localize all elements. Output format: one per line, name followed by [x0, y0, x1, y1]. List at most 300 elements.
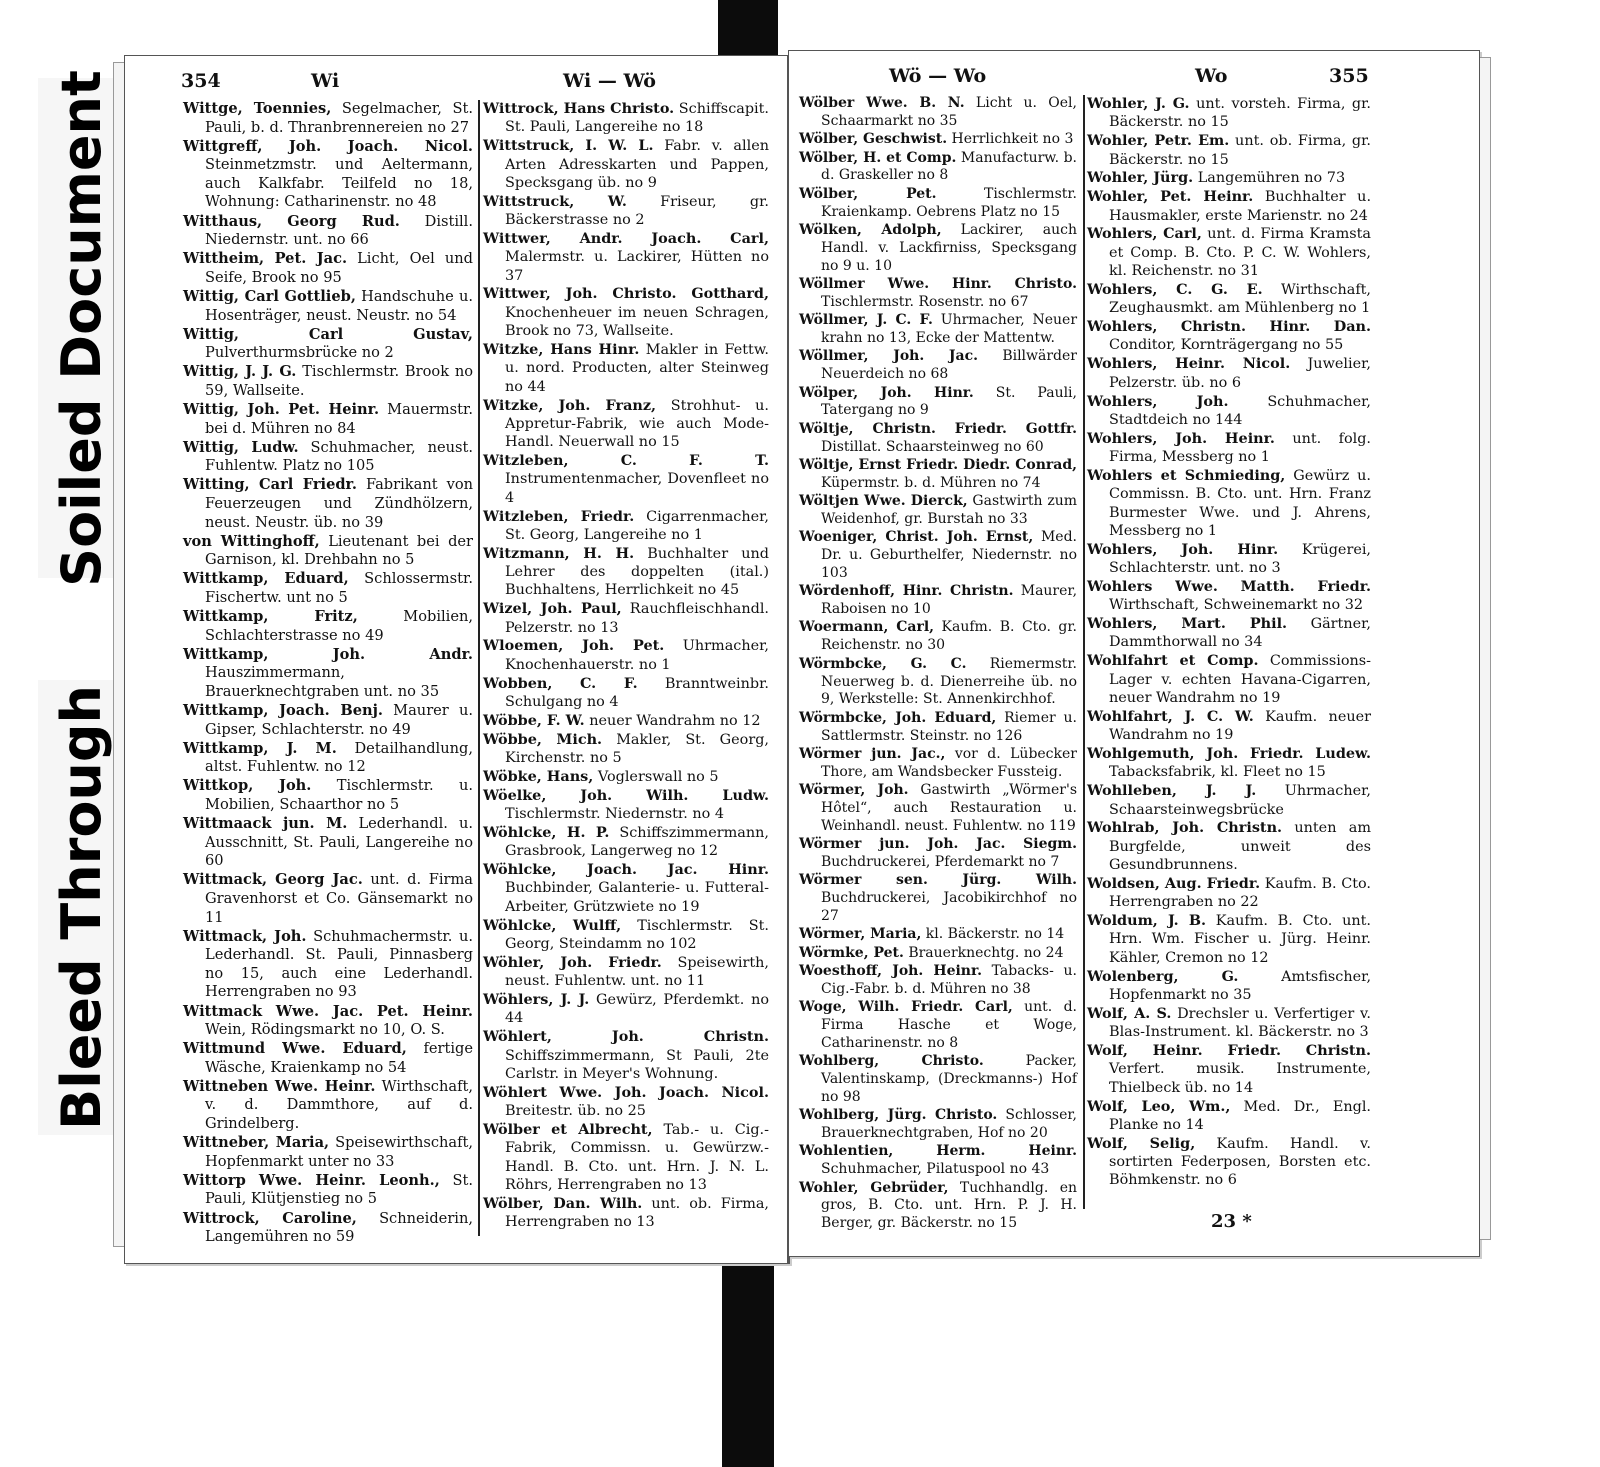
entry-details: St. Pauli, Klütjenstieg no 5	[205, 1171, 473, 1208]
entry-name: Wittneben Wwe. Heinr.	[183, 1077, 376, 1095]
entry-name: Wittmaack jun. M.	[183, 815, 348, 833]
entry-details: Buchhalter u. Hausmakler, erste Marienstr. no 24	[1109, 189, 1372, 224]
entry-details: Verfert. musik. Instrumente, Thielbeck üb. no 14	[1109, 1061, 1371, 1096]
entry-details: Mobilien, Schlachterstrasse no 49	[205, 608, 473, 644]
entry-name: Wohler, Gebrüder,	[799, 1179, 949, 1196]
entry-details: Lieutenant bei der Garnison, kl. Drehbahn no 5	[205, 532, 474, 569]
entry-name: Wohlberg, Jürg. Christo.	[799, 1107, 998, 1124]
entry-details: Schiffscapit. St. Pauli, Langereihe no 18	[505, 101, 770, 136]
entry-name: Wöhlert Wwe. Joh. Joach. Nicol.	[483, 1083, 769, 1101]
directory-entry	[1087, 393, 1371, 430]
directory-entry	[799, 457, 1077, 493]
entry-details: Licht, Oel und Seife, Brook no 95	[205, 250, 473, 286]
entry-name: Wohlfahrt et Comp.	[1087, 652, 1259, 670]
entry-details: Riemer u. Sattlermstr. Steinstr. no 126	[821, 709, 1078, 744]
entry-details: Wirthschaft, v. d. Dammthore, auf d. Grindelberg.	[205, 1077, 473, 1133]
directory-entry	[483, 712, 769, 730]
directory-entry	[483, 230, 769, 285]
entry-name: Wittheim, Pet. Jac.	[183, 250, 348, 268]
directory-entry	[1087, 1135, 1371, 1190]
entry-details: unt. folg. Firma, Messberg no 1	[1109, 430, 1371, 466]
entry-name: Wöhlcke, H. P.	[483, 823, 610, 841]
entry-details: Schlossermstr. Fischertw. unt no 5	[205, 570, 473, 606]
directory-entry	[483, 675, 769, 712]
directory-entry	[1087, 1042, 1371, 1097]
directory-entry	[183, 533, 473, 570]
directory-entry	[1087, 912, 1371, 967]
directory-entry	[799, 385, 1077, 421]
entry-name: Wörmer sen. Jürg. Wilh.	[799, 872, 1077, 889]
entry-details: St. Pauli, Tatergang no 9	[821, 384, 1077, 419]
entry-details: Wirthschaft, Zeughausmkt. am Mühlenberg no 1	[1109, 281, 1371, 317]
entry-name: Wittwer, Joh. Christo. Gotthard,	[483, 285, 769, 303]
entry-details: Schlosser, Brauerknechtgraben, Hof no 20	[821, 1107, 1078, 1142]
directory-entry	[1087, 1098, 1371, 1135]
entry-name: Wohlers, Mart. Phil.	[1087, 615, 1288, 633]
directory-entry	[799, 131, 1077, 149]
directory-column	[1087, 95, 1371, 1190]
directory-entry	[183, 871, 473, 927]
directory-entry	[483, 1028, 769, 1083]
entry-name: Wohlberg, Christo.	[799, 1053, 984, 1070]
entry-details: Kaufm. B. Cto. unt. Hrn. Wm. Fischer u. Jürg. Heinr. Kähler, Cremon no 12	[1109, 913, 1371, 966]
entry-name: Woesthoff, Joh. Heinr.	[799, 963, 982, 979]
directory-entry	[799, 312, 1077, 348]
directory-entry	[183, 213, 473, 250]
entry-details: Küpermstr. b. d. Mühren no 74	[821, 474, 1041, 491]
entry-name: Wohler, Petr. Em.	[1087, 132, 1230, 150]
entry-details: fertige Wäsche, Kraienkamp no 54	[205, 1040, 473, 1076]
entry-details: Wein, Rödingsmarkt no 10, O. S.	[205, 1021, 445, 1039]
directory-entry	[1087, 188, 1371, 225]
entry-name: Wittmack Wwe. Jac. Pet. Heinr.	[183, 1002, 473, 1020]
entry-details: Kaufm. B. Cto. Herrengraben no 22	[1109, 875, 1371, 911]
entry-details: Rauchfleischhandl. Pelzerstr. no 13	[505, 601, 769, 636]
entry-details: Distillat. Schaarsteinweg no 60	[821, 438, 1044, 455]
entry-name: Wohler, Pet. Heinr.	[1087, 188, 1254, 206]
directory-entry	[183, 401, 473, 438]
directory-entry	[1087, 430, 1371, 467]
entry-name: Witzmann, H. H.	[483, 544, 635, 562]
directory-entry	[799, 926, 1077, 944]
entry-details: Brauerknechtg. no 24	[908, 944, 1064, 961]
entry-name: Wohler, J. G.	[1087, 95, 1190, 112]
entry-name: Wöhlcke, Wulff,	[483, 916, 622, 934]
entry-name: Wöbke, Hans,	[483, 767, 594, 785]
entry-name: Wohlers, Heinr. Nicol.	[1087, 355, 1291, 373]
directory-entry	[183, 1078, 473, 1134]
entry-name: Wöhler, Joh. Friedr.	[483, 953, 662, 971]
entry-name: Witthaus, Georg Rud.	[183, 212, 400, 230]
directory-entry	[183, 1003, 473, 1040]
directory-entry	[799, 1143, 1077, 1179]
directory-entry	[799, 619, 1077, 655]
entry-details: Cigarrenmacher, St. Georg, Langereihe no 1	[505, 508, 769, 543]
entry-details: unt. d. Firma Gravenhorst et Co. Gänsemarkt no 11	[205, 871, 474, 926]
directory-entry	[183, 702, 473, 739]
entry-details: Fabrikant von Feuerzeugen und Zündhölzern, neust. Neustr. üb. no 39	[205, 476, 473, 531]
directory-entry	[183, 740, 473, 777]
entry-details: Schneiderin, Langemühren no 59	[205, 1209, 473, 1246]
entry-details: Instrumentenmacher, Dovenfleet no 4	[505, 471, 769, 506]
directory-entry	[1087, 782, 1371, 819]
entry-name: Wöltje, Christn. Friedr. Gottfr.	[799, 420, 1077, 437]
directory-entry	[483, 954, 769, 991]
entry-details: Conditor, Kornträgergang no 55	[1109, 337, 1344, 354]
entry-name: Wöhlers, J. J.	[483, 991, 590, 1008]
entry-name: Wittkamp, Joh. Andr.	[183, 645, 473, 663]
entry-name: Wöhlert, Joh. Christn.	[483, 1028, 769, 1046]
entry-name: Wölken, Adolph,	[799, 221, 942, 238]
column-rule	[478, 100, 480, 1236]
directory-entry	[483, 917, 769, 954]
entry-details: Malermstr. u. Lackirer, Hütten no 37	[505, 249, 769, 284]
entry-name: Wittgreff, Joh. Joach. Nicol.	[183, 137, 473, 155]
entry-details: Tab.- u. Cig.-Fabrik, Commissn. u. Gewürzw.-Handl. B. Cto. unt. Hrn. J. N. L. Röhrs, Herrengraben no 13	[505, 1121, 769, 1193]
entry-name: Wölber, Geschwist.	[799, 131, 948, 148]
entry-name: Wohlfahrt, J. C. W.	[1087, 707, 1254, 725]
entry-name: Wobben, C. F.	[483, 674, 638, 692]
directory-entry	[483, 861, 769, 916]
entry-details: Steinmetzmstr. und Aeltermann, auch Kalkfabr. Teilfeld no 18, Wohnung: Catharinenstr. no 48	[205, 156, 473, 211]
directory-entry	[1087, 652, 1371, 707]
directory-entry	[1087, 169, 1371, 187]
entry-details: Tischlermstr. u. Mobilien, Schaarthor no 5	[205, 777, 474, 813]
right-page	[788, 50, 1480, 1257]
entry-name: Woldsen, Aug. Friedr.	[1087, 874, 1261, 892]
entry-details: Buchbinder, Galanterie- u. Futteral-Arbeiter, Grützwiete no 19	[505, 880, 769, 915]
bleed-through-label: Bleed Through	[38, 680, 124, 1135]
directory-entry	[1087, 819, 1371, 874]
entry-details: Tabacks- u. Cig.-Fabr. b. d. Mühren no 38	[821, 963, 1077, 997]
directory-entry	[799, 1180, 1077, 1234]
entry-details: Breitestr. üb. no 25	[505, 1103, 646, 1120]
directory-entry	[483, 824, 769, 861]
entry-details: Lackirer, auch Handl. v. Lackfirniss, Specksgang no 9 u. 10	[821, 221, 1077, 274]
entry-name: Wölber, Dan. Wilh.	[483, 1194, 643, 1212]
entry-name: Wohlrab, Joh. Christn.	[1087, 819, 1283, 837]
entry-details: Tuchhandlg. en gros, B. Cto. unt. Hrn. P. J. H. Berger, gr. Bäckerstr. no 15	[821, 1179, 1077, 1232]
directory-entry	[183, 646, 473, 702]
entry-details: Schiffszimmermann, St Pauli, 2te Carlstr. in Meyer's Wohnung.	[505, 1047, 769, 1082]
directory-entry	[799, 186, 1077, 222]
entry-name: Wölber Wwe. B. N.	[799, 95, 965, 111]
entry-name: Wittkamp, Eduard,	[183, 570, 349, 588]
entry-name: Wöllmer, J. C. F.	[799, 312, 933, 329]
entry-details: Makler in Fettw. u. nord. Producten, alter Steinweg no 44	[505, 341, 770, 395]
entry-name: Wöhlcke, Joach. Jac. Hinr.	[483, 861, 769, 879]
page-number: 354	[181, 70, 221, 92]
entry-name: Wittig, Carl Gustav,	[183, 325, 473, 343]
entry-details: kl. Bäckerstr. no 14	[925, 926, 1065, 943]
directory-entry	[183, 777, 473, 814]
entry-name: Witzleben, Friedr.	[483, 507, 635, 525]
directory-entry	[799, 95, 1077, 131]
entry-name: Wittig, Carl Gottlieb,	[183, 287, 356, 305]
directory-entry	[483, 637, 769, 674]
directory-entry	[1087, 708, 1371, 745]
entry-details: Tischlermstr. St. Georg, Steindamm no 102	[505, 917, 769, 952]
running-head-left: Wi	[311, 70, 340, 92]
directory-entry	[1087, 318, 1371, 355]
directory-entry	[799, 1053, 1077, 1107]
directory-entry	[183, 928, 473, 1002]
entry-details: Fabr. v. allen Arten Adresskarten und Pappen, Specksgang üb. no 9	[505, 138, 769, 191]
directory-entry	[1087, 225, 1371, 280]
entry-name: Wittmack, Georg Jac.	[183, 871, 363, 889]
entry-details: Makler, St. Georg, Kirchenstr. no 5	[505, 731, 769, 767]
running-head-right: Wo	[1195, 65, 1228, 87]
entry-details: Buchhalter und Lehrer des doppelten (ital.) Buchhaltens, Herrlichkeit no 45	[505, 545, 769, 599]
entry-details: Amtsfischer, Hopfenmarkt no 35	[1109, 968, 1372, 1003]
entry-details: Detailhandlung, altst. Fuhlentw. no 12	[205, 739, 474, 776]
entry-details: Kaufm. neuer Wandrahm no 19	[1109, 708, 1372, 744]
page-number: 355	[1329, 65, 1369, 87]
entry-name: Wittmack, Joh.	[183, 927, 307, 945]
column-rule	[1083, 95, 1085, 1209]
entry-name: Woeniger, Christ. Joh. Ernst,	[799, 529, 1034, 546]
directory-entry	[1087, 355, 1371, 392]
entry-name: Wöbbe, F. W.	[483, 711, 585, 729]
directory-entry	[183, 476, 473, 532]
entry-details: Med. Dr. u. Geburthelfer, Niedernstr. no 103	[821, 529, 1077, 581]
entry-details: Gastwirth „Wörmer's Hôtel“, auch Restauration u. Weinhandl. neust. Fuhlentw. no 119	[821, 782, 1077, 834]
entry-details: Friseur, gr. Bäckerstrasse no 2	[505, 193, 769, 229]
entry-details: Maurer u. Gipser, Schlachterstr. no 49	[205, 702, 474, 738]
entry-name: Wittge, Toennies,	[183, 100, 332, 117]
signature-mark: 23 *	[1211, 1211, 1252, 1232]
entry-details: unt. ob. Firma, gr. Bäckerstr. no 15	[1109, 133, 1371, 168]
entry-details: Schuhmachermstr. u. Lederhandl. St. Pauli, Pinnasberg no 15, auch eine Lederhandl. Herrengraben no 93	[205, 927, 474, 1001]
entry-details: Tischlermstr. Brook no 59, Wallseite.	[205, 363, 473, 399]
entry-name: Wölber, Pet.	[799, 185, 937, 202]
directory-entry	[1087, 745, 1371, 782]
entry-details: Langemühren no 73	[1197, 170, 1346, 187]
entry-name: Wörmer jun. Joh. Jac. Siegm.	[799, 836, 1077, 853]
entry-name: Wohlers, Carl,	[1087, 225, 1202, 243]
entry-name: Wörmbcke, Joh. Eduard,	[799, 709, 997, 726]
entry-details: Maurer, Raboisen no 10	[821, 583, 1078, 618]
entry-details: Juwelier, Pelzerstr. üb. no 6	[1109, 356, 1371, 391]
entry-name: Wolf, A. S.	[1087, 1004, 1172, 1022]
directory-entry	[799, 1107, 1077, 1143]
entry-details: Gewürz u. Commissn. B. Cto. unt. Hrn. Franz Burmester Wwe. und J. Ahrens, Messberg no 1	[1109, 467, 1371, 539]
entry-name: Wittrock, Caroline,	[183, 1209, 357, 1227]
entry-details: Strohhut- u. Appretur-Fabrik, wie auch Mode-Handl. Neuerwall no 15	[505, 397, 770, 451]
entry-details: Distill. Niedernstr. unt. no 66	[205, 212, 473, 249]
entry-details: Uhrmacher, Schaarsteinwegsbrücke	[1109, 783, 1371, 818]
entry-details: Uhrmacher, Neuer krahn no 13, Ecke der Mattentw.	[821, 312, 1078, 346]
entry-name: Wolf, Selig,	[1087, 1134, 1196, 1152]
directory-entry	[183, 100, 473, 137]
entry-details: Hauszimmermann, Brauerknechtgraben unt. no 35	[205, 664, 440, 700]
running-head-left: Wö — Wo	[889, 65, 987, 87]
entry-details: unt. d. Firma Hasche et Woge, Catharinenstr. no 8	[821, 999, 1077, 1051]
directory-entry	[183, 250, 473, 287]
directory-column	[799, 95, 1077, 1234]
directory-entry	[1087, 467, 1371, 540]
entry-name: Wittorp Wwe. Heinr. Leonh.,	[183, 1171, 440, 1189]
book-spine-top	[718, 0, 778, 62]
entry-name: Wörmke, Pet.	[799, 944, 904, 961]
entry-name: Wittkop, Joh.	[183, 777, 312, 795]
entry-details: Buchdruckerei, Jacobikirchhof no 27	[821, 890, 1077, 924]
entry-details: Kaufm. B. Cto. gr. Reichenstr. no 30	[821, 619, 1077, 654]
entry-details: Riemermstr. Neuerweg b. d. Dienerreihe üb. no 9, Werkstelle: St. Annenkirchhof.	[821, 655, 1077, 708]
directory-entry	[799, 583, 1077, 619]
entry-name: von Wittinghoff,	[183, 532, 320, 550]
entry-name: Wolenberg, G.	[1087, 967, 1239, 985]
directory-entry	[483, 285, 769, 340]
entry-details: Commissions-Lager v. echten Havana-Cigarren, neuer Wandrahm no 19	[1109, 653, 1371, 706]
entry-name: Wohlleben, J. J.	[1087, 782, 1257, 800]
entry-details: Tischlermstr. Kraienkamp. Oebrens Platz no 15	[821, 185, 1077, 220]
entry-details: Gärtner, Dammthorwall no 34	[1109, 616, 1371, 651]
entry-name: Wloemen, Joh. Pet.	[483, 637, 665, 655]
directory-entry	[799, 872, 1077, 926]
directory-entry	[799, 656, 1077, 710]
directory-entry	[183, 815, 473, 871]
entry-details: Lederhandl. u. Ausschnitt, St. Pauli, Langereihe no 60	[205, 815, 473, 870]
entry-name: Wittstruck, W.	[483, 192, 627, 210]
directory-entry	[799, 836, 1077, 872]
entry-name: Wohlers et Schmieding,	[1087, 466, 1286, 484]
entry-details: Packer, Valentinskamp, (Dreckmanns-) Hof no 98	[821, 1053, 1078, 1105]
entry-name: Wittig, Joh. Pet. Heinr.	[183, 401, 380, 418]
entry-details: Handschuhe u. Hosenträger, neust. Neustr. no 54	[205, 287, 474, 324]
entry-details: vor d. Lübecker Thore, am Wandsbecker Fussteig.	[821, 745, 1077, 780]
directory-entry	[1087, 615, 1371, 652]
entry-details: unten am Burgfelde, unweit des Gesundbrunnens.	[1109, 820, 1371, 874]
entry-name: Wörmer, Maria,	[799, 926, 922, 943]
entry-details: Drechsler u. Verfertiger v. Blas-Instrument. kl. Bäckerstr. no 3	[1109, 1005, 1371, 1041]
entry-details: Uhrmacher, Knochenhauerstr. no 1	[505, 638, 769, 673]
directory-entry	[799, 782, 1077, 836]
entry-name: Wittstruck, I. W. L.	[483, 137, 654, 155]
soiled-document-label: Soiled Document	[38, 78, 124, 578]
entry-details: Tabacksfabrik, kl. Fleet no 15	[1109, 764, 1326, 781]
entry-details: Schuhmacher, Pilatuspool no 43	[821, 1161, 1050, 1178]
directory-entry	[183, 439, 473, 476]
directory-entry	[183, 608, 473, 645]
directory-entry	[483, 100, 769, 137]
entry-name: Wörmer, Joh.	[799, 782, 909, 799]
entry-details: Knochenheuer im neuen Schragen, Brook no 73, Wallseite.	[505, 304, 769, 340]
entry-name: Wittwer, Andr. Joach. Carl,	[483, 229, 769, 247]
directory-entry	[483, 508, 769, 545]
entry-name: Wörmbcke, G. C.	[799, 655, 967, 672]
directory-entry	[799, 276, 1077, 312]
entry-name: Wohler, Jürg.	[1087, 169, 1194, 187]
entry-name: Wittrock, Hans Christo.	[483, 100, 675, 117]
directory-entry	[799, 348, 1077, 384]
entry-details: Voglerswall no 5	[597, 768, 719, 785]
entry-name: Witzke, Joh. Franz,	[483, 396, 657, 414]
entry-name: Wohlers, Christn. Hinr. Dan.	[1087, 318, 1371, 336]
directory-entry	[1087, 968, 1371, 1005]
entry-details: Pulverthurmsbrücke no 2	[205, 344, 394, 362]
entry-details: Med. Dr., Engl. Planke no 14	[1109, 1098, 1371, 1133]
directory-entry	[1087, 1005, 1371, 1042]
book-spine-bottom	[722, 1244, 774, 1467]
directory-entry	[799, 529, 1077, 583]
directory-entry	[799, 493, 1077, 529]
directory-entry	[183, 1210, 473, 1247]
entry-name: Wohlers, Joh.	[1087, 392, 1229, 410]
running-head-right: Wi — Wö	[563, 70, 656, 92]
entry-name: Wöltjen Wwe. Dierck,	[799, 493, 968, 510]
entry-details: Schiffszimmermann, Grasbrook, Langerweg no 12	[505, 824, 769, 860]
entry-name: Wölper, Joh. Hinr.	[799, 384, 974, 401]
directory-entry	[483, 1195, 769, 1232]
directory-column	[483, 100, 769, 1232]
entry-name: Wittkamp, J. M.	[183, 739, 337, 757]
entry-details: Segelmacher, St. Pauli, b. d. Thranbrennereien no 27	[205, 100, 473, 136]
directory-entry	[183, 363, 473, 400]
directory-entry	[183, 288, 473, 325]
entry-name: Wolf, Heinr. Friedr. Christn.	[1087, 1042, 1371, 1060]
directory-entry	[483, 1121, 769, 1194]
directory-entry	[483, 193, 769, 230]
entry-name: Wittig, J. J. G.	[183, 363, 297, 381]
directory-entry	[483, 545, 769, 600]
entry-name: Witzke, Hans Hinr.	[483, 340, 640, 358]
directory-entry	[183, 570, 473, 607]
entry-name: Wölber, H. et Comp.	[799, 149, 957, 166]
entry-details: Herrlichkeit no 3	[951, 131, 1074, 148]
directory-entry	[799, 945, 1077, 963]
entry-name: Witzleben, C. F. T.	[483, 452, 769, 470]
entry-name: Wöltje, Ernst Friedr. Diedr. Conrad,	[799, 456, 1077, 473]
entry-details: Mauermstr. bei d. Mühren no 84	[205, 401, 474, 437]
directory-entry	[483, 341, 769, 396]
entry-name: Woldum, J. B.	[1087, 912, 1207, 930]
directory-entry	[183, 326, 473, 363]
entry-name: Wölber et Albrecht,	[483, 1120, 653, 1138]
entry-details: Speisewirthschaft, Hopfenmarkt unter no 33	[205, 1134, 474, 1170]
directory-entry	[799, 421, 1077, 457]
directory-entry	[799, 222, 1077, 276]
directory-entry	[183, 138, 473, 212]
entry-name: Wittkamp, Joach. Benj.	[183, 702, 383, 719]
entry-name: Wittneber, Maria,	[183, 1134, 330, 1152]
entry-name: Wohlgemuth, Joh. Friedr. Ludew.	[1087, 745, 1371, 763]
entry-name: Wohlers Wwe. Matth. Friedr.	[1087, 577, 1371, 595]
directory-entry	[483, 787, 769, 824]
left-page	[124, 55, 790, 1264]
entry-name: Wittmund Wwe. Eduard,	[183, 1040, 407, 1058]
directory-entry	[1087, 541, 1371, 578]
entry-details: Tischlermstr. Rosenstr. no 67	[821, 293, 1029, 310]
entry-name: Wolf, Leo, Wm.,	[1087, 1097, 1231, 1115]
directory-entry	[1087, 578, 1371, 615]
entry-name: Wittkamp, Fritz,	[183, 608, 358, 626]
directory-entry	[799, 150, 1077, 186]
directory-entry	[183, 1172, 473, 1209]
directory-entry	[483, 731, 769, 768]
entry-name: Wöllmer Wwe. Hinr. Christo.	[799, 275, 1077, 292]
entry-name: Wittig, Ludw.	[183, 438, 299, 456]
directory-entry	[1087, 95, 1371, 132]
directory-entry	[183, 1134, 473, 1171]
directory-entry	[483, 991, 769, 1028]
entry-details: Manufacturw. b. d. Graskeller no 8	[821, 149, 1077, 184]
entry-details: Krügerei, Schlachterstr. unt. no 3	[1109, 541, 1372, 577]
entry-name: Woge, Wilh. Friedr. Carl,	[799, 999, 1013, 1016]
entry-details: Wirthschaft, Schweinemarkt no 32	[1109, 597, 1364, 614]
directory-entry	[483, 137, 769, 192]
directory-entry	[183, 1040, 473, 1077]
